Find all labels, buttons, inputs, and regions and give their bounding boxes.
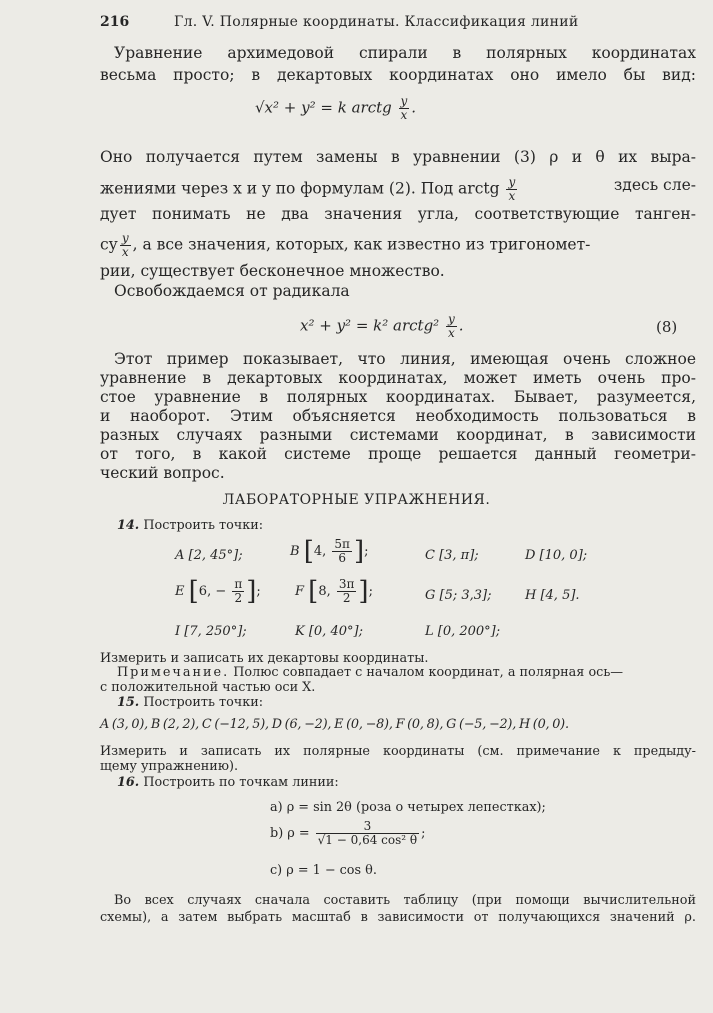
point-F-a: 8, [318,584,331,599]
ex16-b-num: 3 [363,819,372,833]
para2-line2-den: x [508,189,516,203]
para2-line4-den: x [121,245,129,259]
ex16-final-line2: схемы), а затем выбрать масштаб в зависимости от получающихся значений ρ. [100,910,696,925]
para2-line2 [100,176,696,203]
point-B [290,538,368,565]
formula1-end: . [411,98,417,117]
point-G: G [5; 3,3]; [425,588,492,603]
ex14-note [117,665,623,680]
ex14-after: Измерить и записать их декартовы координаты. [100,651,429,666]
ex16-b [270,820,425,847]
bracket-right: ] [246,576,257,607]
point-K: K [0, 40°]; [295,624,363,639]
point-H: H [4, 5]. [525,588,580,603]
para2-line4-num: y [121,231,129,245]
formula1-fraction [399,95,410,122]
point-B-den: 6 [332,551,352,565]
bracket-left: [ [303,536,314,567]
ex14-text: Построить точки: [143,518,264,533]
point-F-num: 3π [338,577,355,591]
running-title: Гл. V. Полярные координаты. Классификация линий [174,14,579,30]
para2-line4-a: су [100,235,118,254]
point-B-num: 5π [334,537,350,551]
formula2-den: x [447,326,455,340]
section-title: ЛАБОРАТОРНЫЕ УПРАЖНЕНИЯ. [222,492,491,508]
para2-line2-a: жениями через x и y по формулам (2). Под arctg [100,179,500,198]
para1-line1: Уравнение архимедовой спирали в полярных координатах [114,44,696,62]
point-F-den: 2 [337,591,357,605]
ex16-b-post: ; [421,826,426,841]
point-L: L [0, 200°]; [425,624,501,639]
point-E [175,578,261,605]
page-header [100,14,695,34]
point-F [295,578,373,605]
ex16-a: a) ρ = sin 2θ (роза о четырех лепестках); [270,800,546,815]
formula2-lhs: x² + y² = k² arctg² [300,316,440,335]
para3-line3: стое уравнение в полярных координатах. Бывает, разумеется, [100,388,696,406]
ex15-after-line1: Измерить и записать их полярные координаты (см. примечание к предыду- [100,744,696,759]
point-E-post: ; [256,584,261,599]
point-F-post: ; [368,584,373,599]
para3-line5: разных случаях разными системами координат, в зависимости [100,426,696,444]
ex14-note-text: Полюс совпадает с началом координат, а полярная ось— [229,665,624,680]
point-B-label: B [290,544,300,559]
para2-line5: рии, существует бесконечное множество. [100,262,445,280]
para2-line6: Освобождаемся от радикала [114,282,350,300]
point-B-post: ; [364,544,369,559]
ex15-after-line2: щему упражнению). [100,759,239,774]
point-C: C [3, π]; [425,548,479,563]
ex15-points: A (3, 0), B (2, 2), C (−12, 5), D (6, −2), E (0, −8), F (0, 8), G (−5, −2), H (0, 0). [100,717,569,732]
bracket-left: [ [308,576,319,607]
ex16-heading [117,775,339,790]
formula2-num: y [447,312,455,326]
point-E-den: 2 [232,591,244,605]
point-I: I [7, 250°]; [175,624,247,639]
para2-line2-num: y [508,175,516,189]
point-A: A [2, 45°]; [175,548,243,563]
formula1-lhs: √x² + y² = k arctg [255,98,392,117]
ex16-b-pre: b) ρ = [270,826,310,841]
para2-line4 [100,232,696,259]
formula-8 [300,313,464,340]
ex14-number: 14. [117,518,140,533]
point-B-fraction [332,538,352,565]
ex16-number: 16. [117,775,140,790]
para2-line1: Оно получается путем замены в уравнении (3) ρ и θ их выра- [100,148,696,166]
point-B-a: 4, [313,544,327,559]
ex14-note-label: Примечание. [117,665,230,680]
point-F-fraction [337,578,357,605]
ex16-c: c) ρ = 1 − cos θ. [270,863,377,878]
formula1-num: y [400,94,408,108]
para2-line4-fraction [120,232,131,259]
para1-line2: весьма просто; в декартовых координатах оно имело бы вид: [100,66,696,84]
bracket-left: [ [188,576,199,607]
para3-line6: от того, в какой системе проще решается данный геометри- [100,445,696,463]
ex16-final-line1: Во всех случаях сначала составить таблицу (при помощи вычислительной [114,893,696,908]
para2-line2-fraction [506,176,517,203]
formula-archimedes-cartesian [255,95,416,122]
point-E-num: π [234,577,243,591]
equation-number: (8) [656,318,678,336]
ex16-text: Построить по точкам линии: [143,775,339,790]
bracket-right: ] [353,536,365,567]
para3-line2: уравнение в декартовых координатах, может иметь очень про- [100,369,696,387]
formula2-fraction [446,313,457,340]
para3-line1: Этот пример показывает, что линия, имеющая очень сложное [114,350,696,368]
point-E-label: E [175,584,185,599]
para3-line4: и наоборот. Этим объясняется необходимость пользоваться в [100,407,696,425]
ex14-heading [117,518,263,533]
para2-line2-b: здесь сле- [613,176,696,194]
para2-line4-b: , а все значения, которых, как известно из тригономет- [132,235,591,254]
para3-last-line: ческий вопрос. [100,464,225,482]
ex15-heading [117,695,263,710]
ex14-note-line2: с положительной частью оси X. [100,680,316,695]
point-E-a: 6, − [198,584,227,599]
formula1-den: x [400,108,408,122]
point-E-fraction [232,578,244,605]
point-D: D [10, 0]; [525,548,588,563]
ex15-number: 15. [117,695,140,710]
formula2-end: . [458,316,464,335]
ex16-b-fraction [316,820,419,847]
bracket-right: ] [358,576,369,607]
point-F-label: F [295,584,305,599]
para2-line3: дует понимать не два значения угла, соответствующие танген- [100,205,696,223]
ex15-text: Построить точки: [143,695,264,710]
page-number: 216 [100,14,130,30]
ex16-b-den: √1 − 0,64 cos² θ [317,833,418,847]
